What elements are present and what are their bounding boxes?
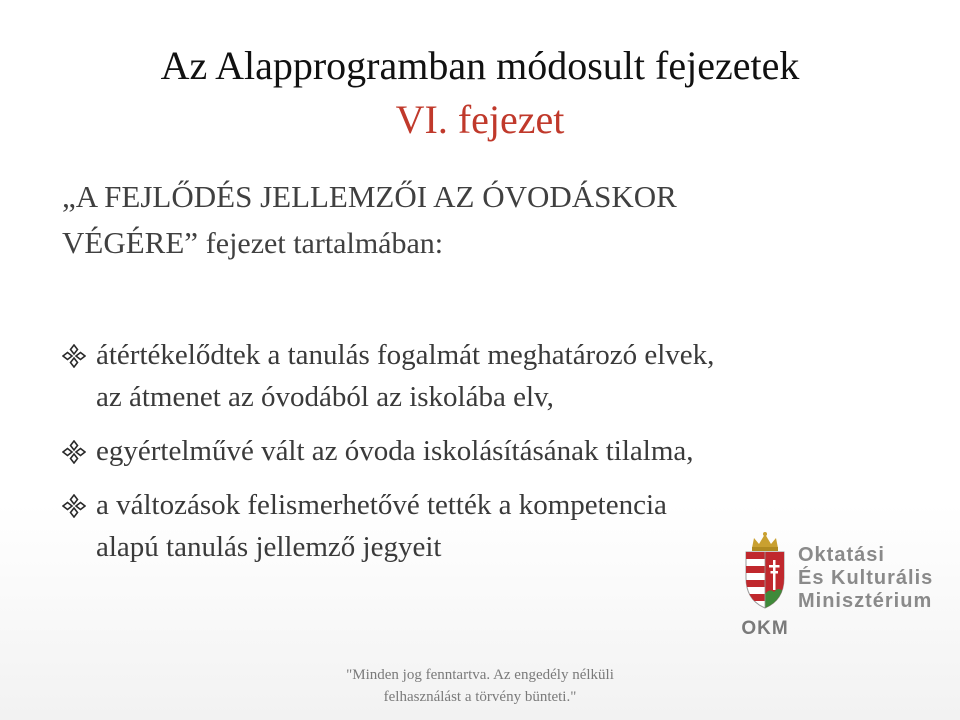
title-chapter: VI. fejezet [395, 97, 565, 142]
four-diamond-bullet-icon [62, 494, 86, 518]
bullet-text-line1: egyértelművé vált az óvoda iskolásításának tilalma, [96, 435, 694, 467]
chapter-heading-caps-2: VÉGÉRE” [62, 225, 199, 260]
ministry-name-line3: Minisztérium [798, 590, 933, 612]
four-diamond-bullet-icon [62, 440, 86, 464]
ministry-name-line2: És Kulturális [798, 567, 934, 589]
title-main: Az Alapprogramban módosult fejezetek [160, 43, 800, 88]
hungarian-coat-of-arms-icon [740, 530, 790, 610]
bullet-text-line1: a változások felismerhetővé tették a kompetencia [96, 489, 667, 521]
ministry-name [798, 544, 933, 613]
ministry-abbreviation: OKM [741, 618, 789, 639]
four-diamond-bullet-icon [62, 344, 86, 368]
chapter-heading-suffix: fejezet tartalmában: [205, 227, 444, 260]
slide-title [0, 40, 960, 146]
bullet-text-line2: az átmenet az óvodából az iskolába elv, [96, 381, 554, 413]
copyright-line2: felhasználást a törvény bünteti." [383, 689, 577, 705]
bullet-text-line2: alapú tanulás jellemző jegyeit [96, 531, 442, 563]
chapter-heading-caps-1: „A FEJLŐDÉS JELLEMZŐI AZ ÓVODÁSKOR [62, 179, 677, 214]
list-item [62, 334, 922, 418]
copyright-line1: "Minden jog fenntartva. Az engedély nélküli [346, 667, 614, 683]
bullet-text-line1: átértékelődtek a tanulás fogalmát meghatározó elvek, [96, 339, 715, 371]
list-item [62, 430, 922, 472]
chapter-heading [62, 174, 902, 267]
ministry-name-line1: Oktatási [798, 544, 885, 566]
ministry-logo [740, 530, 940, 650]
copyright-notice [330, 664, 630, 708]
